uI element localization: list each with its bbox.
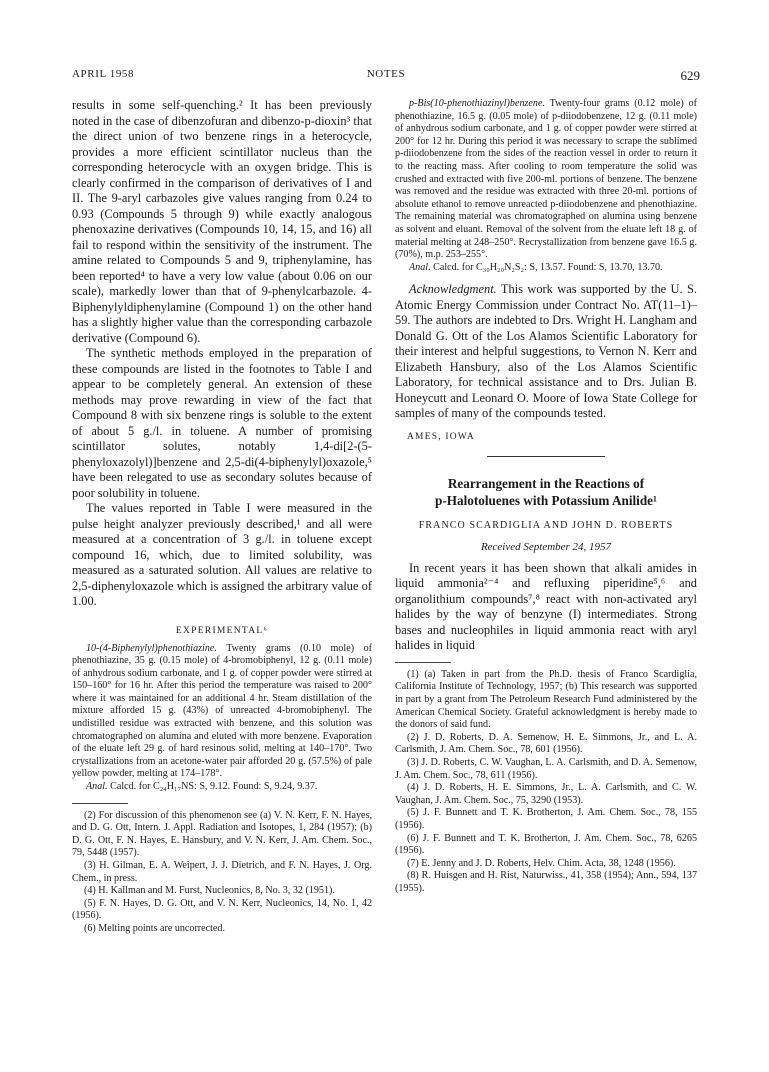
experimental-heading: EXPERIMENTAL⁶ [175, 625, 269, 636]
experimental-procedure-1 [72, 643, 372, 782]
anal-label: Anal. [86, 781, 108, 793]
footnote-4: (4) J. D. Roberts, H. E. Simmons, Jr., L. A. Carlsmith, and C. W. Vaughan, J. Am. Chem. Soc., 75, 3290 (1953). [395, 782, 697, 806]
right-column [395, 98, 697, 896]
anal-label: Anal. [409, 261, 431, 273]
experimental-procedure-2 [395, 98, 697, 262]
acknowledgment-paragraph [395, 282, 697, 422]
left-column [72, 98, 372, 936]
received-date: Received September 24, 1957 [480, 540, 612, 553]
procedure-text: Twenty grams (0.10 mole) of phenothiazine, 35 g. (0.15 mole) of 4-bromobiphenyl, 12 g. (0.11 mole) of anhydrous sodium carbonate, and 1 g. of copper powder were stirred at 150–160° for 16 hr. After this period the temperature was raised to 200° where it was maintained for an additional 4 hr. Steam distillation of the mixture afforded 15 g. (43%) of unreacted 4-bromobiphenyl. The undistilled residue was extracted with benzene, and this solution was chromatographed on alumina and eluted with more benzene. Evaporation of the eluate left 29 g. of hard resinous solid, melting at 140–170°. Two crystallizations from an acetone-water pair afforded 20 g. (57.5%) of pale yellow powder, melting at 174–178°. [72, 642, 372, 780]
footnote-6: (6) J. F. Bunnett and T. K. Brotherton, J. Am. Chem. Soc., 78, 6265 (1956). [395, 832, 697, 857]
footnote-2: (2) For discussion of this phenomenon see (a) V. N. Kerr, F. N. Hayes, and D. G. Ott, Intern. J. Appl. Radiation and Isotopes, 1, 284 (1957); (b) D. G. Ott, F. N. Hayes, E. Hansbury, and V. N. Kerr, J. Am. Chem. Soc., 79, 5448 (1957). [72, 809, 372, 859]
article-intro-paragraph: In recent years it has been shown that alkali amides in liquid ammonia²⁻⁴ and refluxing piperidine⁵,⁶ and organolithium compounds⁷,⁸ react with non-activated aryl halides by the way of benzyne (I) intermediates. Strong bases and nucleophiles in liquid ammonia react with aryl halides in liquid [395, 560, 697, 653]
article-authors: FRANCO SCARDIGLIA AND JOHN D. ROBERTS [418, 519, 674, 531]
article-title-line-2: p-Halotoluenes with Potassium Anilide¹ [435, 493, 657, 509]
body-paragraph-2: The synthetic methods employed in the preparation of these compounds are listed in the footnotes to Table I and appear to be completely general. An extension of these methods may prove rewarding in view of the fact that Compound 8 with six benzene rings is soluble to the extent of about 5 g./l. in toluene. A number of promising scintillator solutes, notably 1,4-di[2-(5-phenyloxazolyl)]benzene and 2,5-di(4-biphenylyl)oxazole,⁵ have been relegated to use as secondary solutes because of poor solubility in toluene. [72, 346, 372, 500]
footnote-divider [395, 662, 451, 663]
acknowledgment-text: This work was supported by the U. S. Atomic Energy Commission under Contract No. AT(11–1)–59. The authors are indebted to Drs. Wright H. Langham and Donald G. Ott of the Los Alamos Scientific Laboratory for their interest and helpful suggestions, to Vernon N. Kerr and Elizabeth Hansbury, also of the Los Alamos Scientific Laboratory, for technical assistance and to Drs. Julian B. Honeycutt and Leonard O. Moore of Iowa State College for samples of many of the compounds tested. [395, 282, 697, 421]
article-title-line-1: Rearrangement in the Reactions of [447, 475, 645, 491]
running-head [72, 68, 700, 86]
footnote-divider [72, 803, 128, 804]
footnote-1: (1) (a) Taken in part from the Ph.D. thesis of Franco Scardiglia, California Institute of Technology, 1957; (b) This research was supported in part by a grant from The Petroleum Research Fund administered by the American Chemical Society. Grateful acknowledgment is hereby made to the donors of said fund. [395, 668, 697, 731]
issue-date: APRIL 1958 [72, 68, 135, 80]
section-label: NOTES [366, 68, 406, 80]
analysis-line-2 [395, 262, 697, 275]
author-affiliation: AMES, IOWA [407, 431, 475, 442]
body-paragraph-1: results in some self-quenching.² It has been previously noted in the case of dibenzofuran and dibenzo-p-dioxin³ that the direct union of two benzene rings in a heterocycle, provides a more efficient scintillator nucleus than the corresponding heterocycle with an oxygen bridge. This is clearly confirmed in the comparison of derivatives of I and II. The 9-aryl carbazoles give values ranging from 0.24 to 0.93 (Compounds 5 through 9) while exactly analogous phenoxazine derivatives (Compounds 10, 14, 15, and 16) all fail to respond within the sensitivity of the instrument. The amine related to Compounds 5 and 9, triphenylamine, has been reported⁴ to have a very low value (about 0.06 on our scale), markedly lower than that of 9-phenylcarbazole. 4-Biphenylyldiphenylamine (Compound 1) on the other hand has a slightly higher value than the corresponding carbazole derivative (Compound 6). [72, 98, 372, 345]
footnote-7: (7) E. Jenny and J. D. Roberts, Helv. Chim. Acta, 38, 1248 (1956). [407, 857, 676, 869]
acknowledgment-label: Acknowledgment. [409, 282, 497, 297]
article-title [395, 475, 697, 510]
anal-values: Calcd. for C₃₀H₂₀N₂S₂: S, 13.57. Found: S, 13.70, 13.70. [430, 261, 663, 273]
analysis-line-1 [72, 781, 372, 794]
article-divider [487, 456, 605, 457]
page-number: 629 [680, 68, 700, 83]
footnote-3: (3) J. D. Roberts, C. W. Vaughan, L. A. Carlsmith, and D. A. Semenow, J. Am. Chem. Soc., 78, 611 (1956). [395, 756, 697, 781]
footnote-4: (4) H. Kallman and M. Furst, Nucleonics, 8, No. 3, 32 (1951). [84, 885, 335, 897]
compound-name: 10-(4-Biphenylyl)phenothiazine. [86, 642, 217, 654]
footnote-5: (5) F. N. Hayes, D. G. Ott, and V. N. Kerr, Nucleonics, 14, No. 1, 42 (1956). [72, 897, 372, 922]
right-footnotes [395, 669, 697, 896]
footnote-2: (2) J. D. Roberts, D. A. Semenow, H. E. Simmons, Jr., and L. A. Carlsmith, J. Am. Chem. Soc., 78, 601 (1956). [395, 731, 697, 756]
compound-name: p-Bis(10-phenothiazinyl)benzene. [409, 98, 545, 109]
left-footnotes [72, 810, 372, 936]
body-paragraph-3: The values reported in Table I were measured in the pulse height analyzer previously described,¹ and all were measured at a concentration of 3 g./l. in toluene except compound 16, which, due to limited solubility, was measured as a saturated solution. All values are relative to 2,5-diphenyloxazole which is assigned the arbitrary value of 1.00. [72, 501, 372, 608]
footnote-8: (8) R. Huisgen and H. Rist, Naturwiss., 41, 358 (1954); Ann., 594, 137 (1955). [395, 870, 697, 894]
footnote-6: (6) Melting points are uncorrected. [84, 922, 225, 934]
anal-values: Calcd. for C₂₄H₁₇NS: S, 9.12. Found: S, 9.24, 9.37. [107, 781, 318, 793]
footnote-3: (3) H. Gilman, E. A. Weipert, J. J. Dietrich, and F. N. Hayes, J. Org. Chem., in press. [72, 860, 372, 884]
footnote-5: (5) J. F. Bunnett and T. K. Brotherton, J. Am. Chem. Soc., 78, 155 (1956). [395, 807, 697, 831]
procedure-text: Twenty-four grams (0.12 mole) of phenothiazine, 16.5 g. (0.05 mole) of p-diiodobenzene, 12 g. (0.11 mole) of anhydrous sodium carbonate, and 1 g. of copper powder were stirred at 200° for 12 hr. During this period it was necessary to scrape the sublimed p-diiodobenzene from the sides of the reaction vessel in order to return it to the reacting mass. After cooling to room temperature the solid was crushed and extracted with five 200-ml. portions of benzene. The benzene was removed and the residue was extracted with three 20-ml. portions of absolute ethanol to remove unreacted p-diiodobenzene and phenothiazine. The remaining material was chromatographed on alumina using benzene as solvent and eluant. Removal of the solvent from the eluate left 18 g. of material melting at 248–250°. Recrystallization from benzene gave 16.5 g. (70%), m.p. 253–255°. [395, 98, 697, 261]
